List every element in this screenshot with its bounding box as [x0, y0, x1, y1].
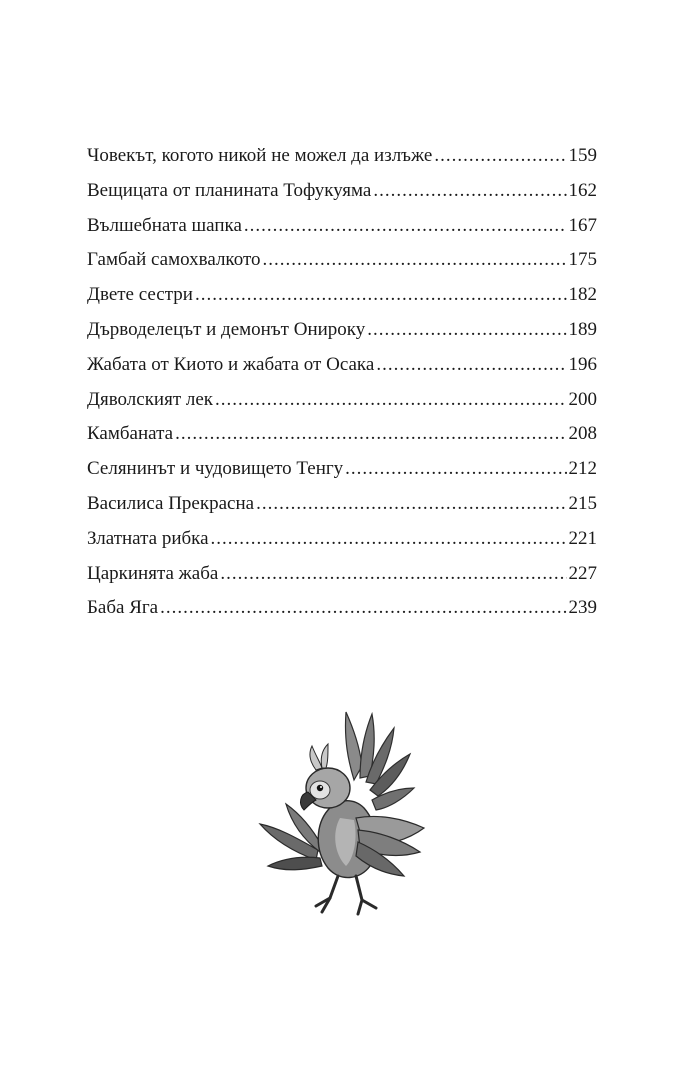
toc-entry-title: Вълшебната шапка [87, 214, 242, 236]
toc-entry-page: 196 [568, 353, 597, 375]
toc-entry-title: Царкинята жаба [87, 562, 219, 584]
toc-entry-page: 162 [568, 179, 597, 201]
toc-entry-page: 182 [568, 284, 597, 306]
toc-entry-page: 200 [568, 388, 597, 410]
toc-dot-leader [244, 209, 567, 244]
parrot-crest [310, 744, 328, 770]
toc-dot-leader [376, 348, 566, 383]
toc-entry[interactable] [87, 139, 597, 174]
toc-entry-page: 189 [568, 318, 597, 340]
toc-dot-leader [373, 174, 566, 209]
toc-entry[interactable] [87, 174, 597, 209]
toc-entry-title: Дяволският лек [87, 388, 214, 410]
toc-dot-leader [220, 557, 566, 592]
toc-entry[interactable] [87, 243, 597, 278]
parrot-eye-highlight [320, 786, 322, 788]
toc-entry[interactable] [87, 209, 597, 244]
toc-entry[interactable] [87, 487, 597, 522]
toc-entry[interactable] [87, 278, 597, 313]
toc-entry[interactable] [87, 591, 597, 626]
toc-dot-leader [345, 452, 566, 487]
toc-entry[interactable] [87, 417, 597, 452]
toc-entry-page: 159 [568, 145, 597, 166]
toc-entry[interactable] [87, 522, 597, 557]
toc-dot-leader [175, 417, 566, 452]
toc-entry-title: Баба Яга [87, 597, 159, 619]
toc-entry[interactable] [87, 383, 597, 418]
toc-entry-title: Василиса Прекрасна [87, 492, 255, 514]
toc-entry[interactable] [87, 313, 597, 348]
toc-dot-leader [434, 139, 566, 174]
toc-dot-leader [215, 383, 566, 418]
toc-dot-leader [367, 313, 566, 348]
toc-entry-title: Човекът, когото никой не можел да излъже [87, 145, 433, 166]
toc-entry-title: Селянинът и чудовището Тенгу [87, 458, 344, 480]
toc-entry-page: 239 [568, 597, 597, 619]
parrot-raised-wing [345, 712, 414, 810]
toc-entry-page: 227 [568, 562, 597, 584]
toc-entry[interactable] [87, 348, 597, 383]
toc-entry-page: 215 [568, 492, 597, 514]
toc-entry-title: Двете сестри [87, 284, 193, 306]
toc-dot-leader [263, 243, 567, 278]
parrot-legs [316, 876, 376, 914]
toc-entry-page: 175 [568, 249, 597, 271]
toc-entry-page: 221 [568, 527, 597, 549]
table-of-contents [87, 139, 597, 626]
toc-entry-page: 167 [568, 214, 597, 236]
parrot-icon [236, 700, 466, 930]
toc-dot-leader [195, 278, 567, 313]
toc-entry-title: Дърводелецът и демонът Онироку [87, 318, 366, 340]
toc-dot-leader [211, 522, 567, 557]
toc-entry-title: Вещицата от планината Тофукуяма [87, 179, 372, 201]
toc-entry-title: Златната рибка [87, 527, 209, 549]
toc-entry-page: 212 [568, 458, 597, 480]
toc-entry[interactable] [87, 557, 597, 592]
parrot-tail [260, 804, 322, 870]
toc-entry-page: 208 [568, 423, 597, 445]
toc-entry[interactable] [87, 452, 597, 487]
toc-entry-title: Жабата от Киото и жабата от Осака [87, 353, 375, 375]
toc-entry-title: Камбаната [87, 423, 174, 445]
toc-dot-leader [256, 487, 566, 522]
toc-entry-title: Гамбай самохвалкото [87, 249, 261, 271]
toc-dot-leader [160, 591, 566, 626]
parrot-eye [317, 785, 323, 791]
